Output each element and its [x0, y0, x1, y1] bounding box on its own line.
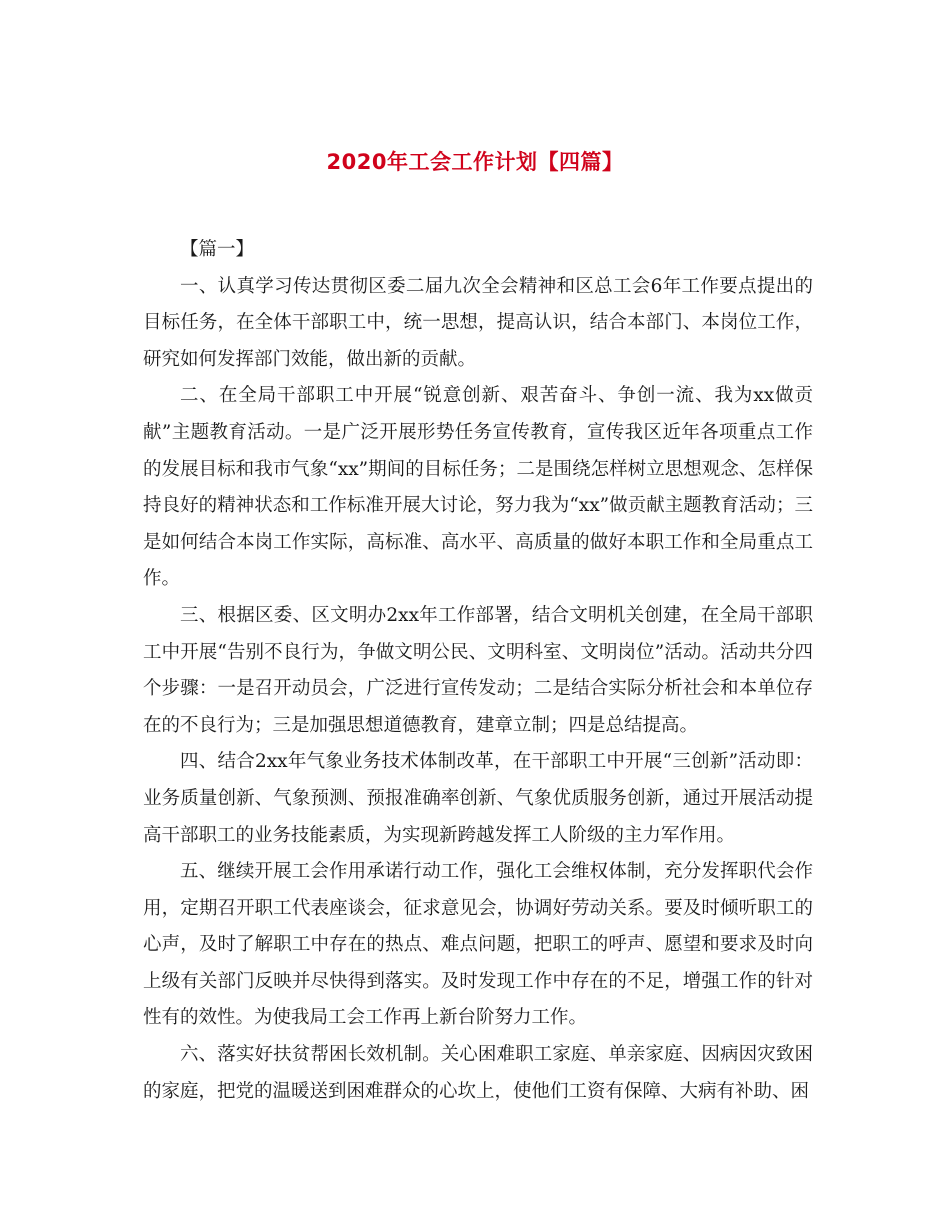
- paragraph-5: 五、继续开展工会作用承诺行动工作，强化工会维权体制，充分发挥职代会作用，定期召开职工代表座谈会，征求意见会，协调好劳动关系。要及时倾听职工的心声，及时了解职工中存在的热点、难点问题，把职工的呼声、愿望和要求及时向上级有关部门反映并尽快得到落实。及时发现工作中存在的不足，增强工作的针对性有的效性。为使我局工会工作再上新台阶努力工作。: [143, 861, 813, 1029]
- document-title: 2020年工会工作计划【四篇】: [326, 150, 624, 174]
- document-body: [143, 232, 813, 1110]
- paragraph-2: 二、在全局干部职工中开展“锐意创新、艰苦奋斗、争创一流、我为xx做贡献”主题教育活动。一是广泛开展形势任务宣传教育，宣传我区近年各项重点工作的发展目标和我市气象“xx”期间的目标任务；二是围绕怎样树立思想观念、怎样保持良好的精神状态和工作标准开展大讨论，努力我为“xx”做贡献主题教育活动；三是如何结合本岗工作实际，高标准、高水平、高质量的做好本职工作和全局重点工作。: [143, 385, 813, 590]
- paragraph-1: 一、认真学习传达贯彻区委二届九次全会精神和区总工会6年工作要点提出的目标任务，在全体干部职工中，统一思想，提高认识，结合本部门、本岗位工作，研究如何发挥部门效能，做出新的贡献。: [143, 275, 813, 370]
- paragraph-3: 三、根据区委、区文明办2xx年工作部署，结合文明机关创建，在全局干部职工中开展“告别不良行为，争做文明公民、文明科室、文明岗位”活动。活动共分四个步骤：一是召开动员会，广泛进行宣传发动；二是结合实际分析社会和本单位存在的不良行为；三是加强思想道德教育，建章立制；四是总结提高。: [143, 604, 813, 736]
- paragraph-6: 六、落实好扶贫帮困长效机制。关心困难职工家庭、单亲家庭、因病因灾致困的家庭，把党的温暖送到困难群众的心坎上，使他们工资有保障、大病有补助、困: [143, 1044, 813, 1102]
- section-label: 【篇一】: [180, 239, 255, 260]
- paragraph-4: 四、结合2xx年气象业务技术体制改革，在干部职工中开展“三创新”活动即：业务质量创新、气象预测、预报准确率创新、气象优质服务创新，通过开展活动提高干部职工的业务技能素质，为实现新跨越发挥工人阶级的主力军作用。: [143, 751, 813, 846]
